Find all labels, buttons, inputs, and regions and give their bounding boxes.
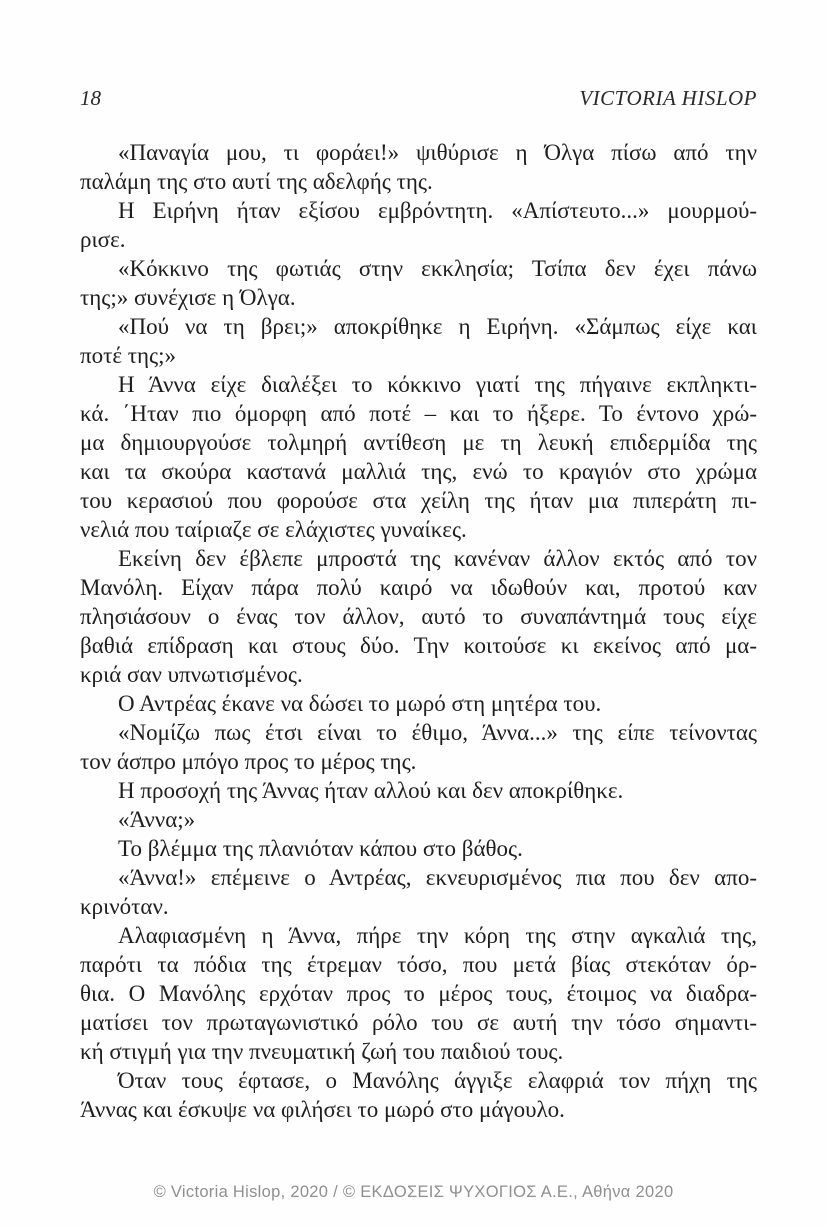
running-head bbox=[80, 86, 757, 111]
text-line: τον άσπρο μπόγο προς το μέρος της. bbox=[80, 749, 417, 774]
paragraph bbox=[80, 138, 757, 196]
paragraph bbox=[80, 370, 757, 544]
copyright-line: © Victoria Hislop, 2020 / © ΕΚΔΟΣΕΙΣ ΨΥΧΟΓΙΟΣ Α.Ε., Αθήνα 2020 bbox=[153, 1183, 674, 1201]
text-line: πλησιάσουν ο ένας τον άλλον, αυτό το συναπάντημά τους είχε bbox=[80, 604, 757, 629]
paragraph bbox=[80, 254, 757, 312]
text-line: «Άννα;» bbox=[118, 807, 196, 832]
text-line: Άννας και έσκυψε να φιλήσει το μωρό στο μάγουλο. bbox=[80, 1097, 565, 1122]
text-line: βαθιά επίδραση και στους δύο. Την κοιτούσε κι εκείνος από μα- bbox=[80, 633, 757, 658]
text-line: «Κόκκινο της φωτιάς στην εκκλησία; Τσίπα δεν έχει πάνω bbox=[118, 256, 757, 281]
paragraph bbox=[80, 689, 757, 718]
text-line: κή στιγμή για την πνευματική ζωή του παιδιού τους. bbox=[80, 1039, 564, 1064]
paragraph bbox=[80, 863, 757, 921]
text-line: Ο Αντρέας έκανε να δώσει το μωρό στη μητέρα του. bbox=[118, 691, 602, 716]
text-line: παρότι τα πόδια της έτρεμαν τόσο, που μετά βίας στεκόταν όρ- bbox=[80, 952, 757, 977]
text-line: νελιά που ταίριαζε σε ελάχιστες γυναίκες. bbox=[80, 517, 467, 542]
paragraph bbox=[80, 196, 757, 254]
paragraph bbox=[80, 805, 757, 834]
page-number: 18 bbox=[80, 86, 101, 110]
text-line: Η Ειρήνη ήταν εξίσου εμβρόντητη. «Απίστευτο...» μουρμού- bbox=[118, 198, 757, 223]
text-line: και τα σκούρα καστανά μαλλιά της, ενώ το κραγιόν στο χρώμα bbox=[80, 459, 757, 484]
paragraph bbox=[80, 1066, 757, 1124]
paragraph bbox=[80, 544, 757, 689]
text-line: κά. ΄Ηταν πιο όμορφη από ποτέ – και το ήξερε. Το έντονο χρώ- bbox=[80, 401, 757, 426]
text-line: παλάμη της στο αυτί της αδελφής της. bbox=[80, 169, 433, 194]
text-line: της;» συνέχισε η Όλγα. bbox=[80, 285, 296, 310]
text-line: θια. Ο Μανόλης ερχόταν προς το μέρος τους, έτοιμος να διαδρα- bbox=[80, 981, 757, 1006]
text-line: Το βλέμμα της πλανιόταν κάπου στο βάθος. bbox=[118, 836, 523, 861]
page-footer bbox=[0, 1183, 827, 1202]
text-line: κριά σαν υπνωτισμένος. bbox=[80, 662, 303, 687]
text-line: Αλαφιασμένη η Άννα, πήρε την κόρη της στην αγκαλιά της, bbox=[118, 923, 757, 948]
text-line: ματίσει τον πρωταγωνιστικό ρόλο του σε αυτή την τόσο σημαντι- bbox=[80, 1010, 757, 1035]
text-line: «Παναγία μου, τι φοράει!» ψιθύρισε η Όλγα πίσω από την bbox=[118, 140, 757, 165]
paragraph bbox=[80, 921, 757, 1066]
text-line: Μανόλη. Είχαν πάρα πολύ καιρό να ιδωθούν και, προτού καν bbox=[80, 575, 757, 600]
text-line: Η προσοχή της Άννας ήταν αλλού και δεν αποκρίθηκε. bbox=[118, 778, 624, 803]
text-line: «Πού να τη βρει;» αποκρίθηκε η Ειρήνη. «Σάμπως είχε και bbox=[118, 314, 757, 339]
paragraph bbox=[80, 312, 757, 370]
text-line: «Άννα!» επέμεινε ο Αντρέας, εκνευρισμένος πια που δεν απο- bbox=[118, 865, 757, 890]
text-line: «Νομίζω πως έτσι είναι το έθιμο, Άννα...» της είπε τείνοντας bbox=[118, 720, 757, 745]
text-line: μα δημιουργούσε τολμηρή αντίθεση με τη λευκή επιδερμίδα της bbox=[80, 430, 757, 455]
text-line: του κερασιού που φορούσε στα χείλη της ήταν μια πιπεράτη πι- bbox=[80, 488, 757, 513]
text-line: ρισε. bbox=[80, 227, 126, 252]
text-line: Η Άννα είχε διαλέξει το κόκκινο γιατί της πήγαινε εκπληκτι- bbox=[118, 372, 757, 397]
paragraph bbox=[80, 718, 757, 776]
text-line: κρινόταν. bbox=[80, 894, 169, 919]
page-body bbox=[80, 138, 757, 1124]
running-head-author: VICTORIA HISLOP bbox=[579, 86, 757, 110]
paragraph bbox=[80, 776, 757, 805]
text-line: Όταν τους έφτασε, ο Μανόλης άγγιξε ελαφριά τον πήχη της bbox=[118, 1068, 757, 1093]
text-line: Εκείνη δεν έβλεπε μπροστά της κανέναν άλλον εκτός από τον bbox=[118, 546, 757, 571]
text-line: ποτέ της;» bbox=[80, 343, 177, 368]
paragraph bbox=[80, 834, 757, 863]
